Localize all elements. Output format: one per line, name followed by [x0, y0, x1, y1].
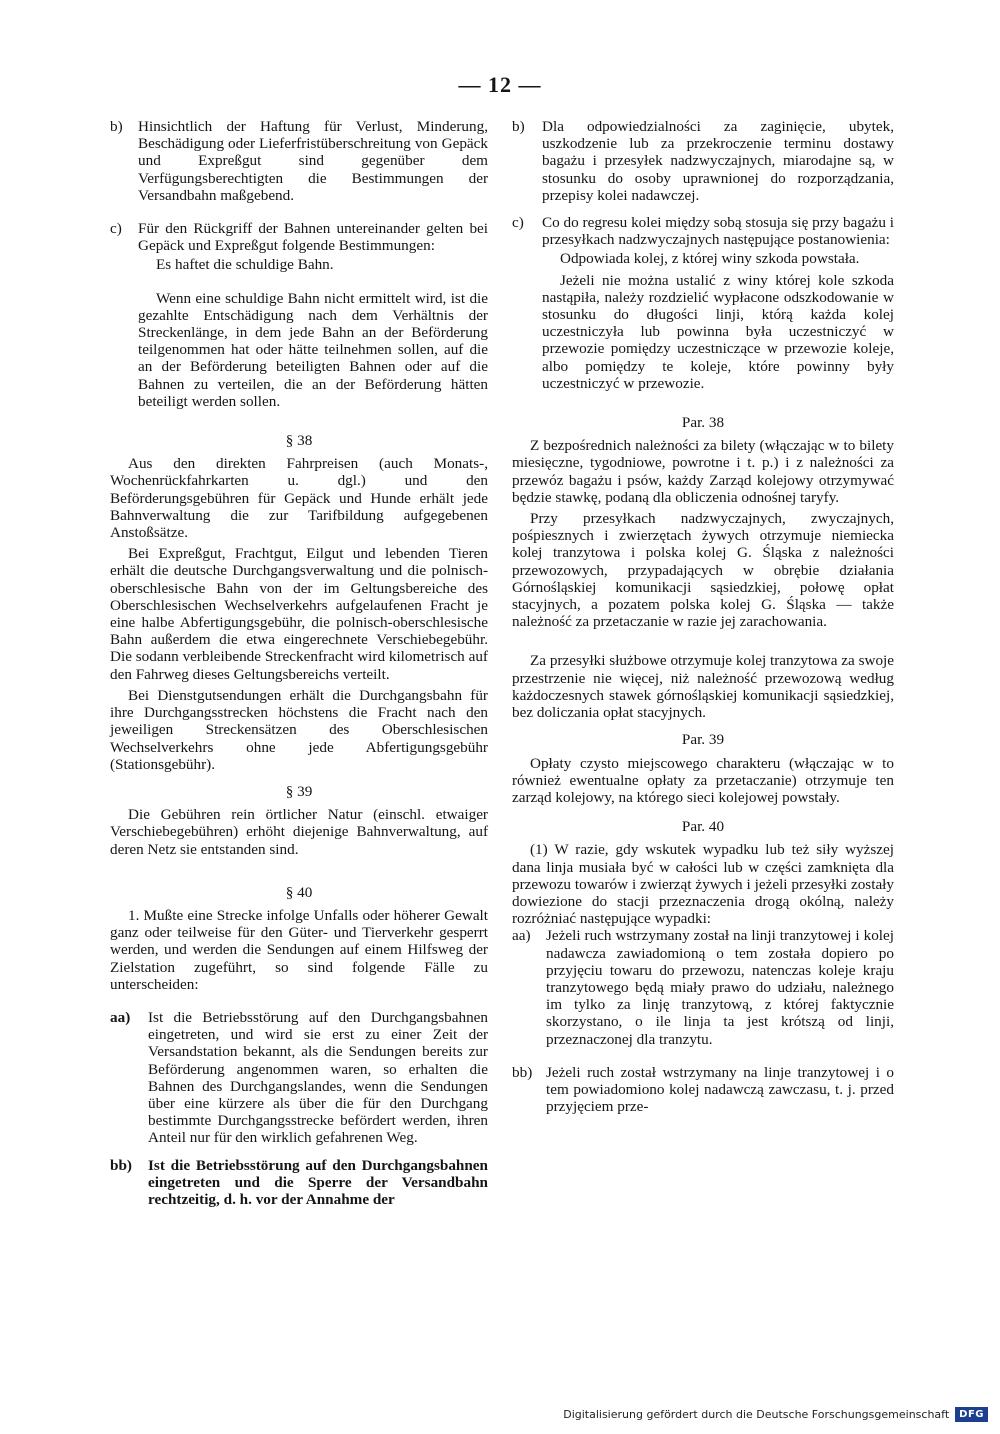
de-item-c-p1: Es haftet die schuldige Bahn. — [156, 256, 334, 274]
pl-item-b-label: b) — [512, 118, 525, 135]
pl-s38-p2: Przy przesyłkach nadzwyczajnych, zwyczajnych, pośpiesznych i zwierzętach żywych otrzymuje niemiecka kolej tranzytowa i polska kolej G. Śląska z należności przewozowych, przypadających w obrębie działania Górnośląskiej komunikacji sąsiedzkiej, połowę opłat stacyjnych, a pozatem polska kolej G. Śląska — także należność za przetaczanie w razie jej zarachowania. — [512, 510, 894, 631]
pl-item-aa — [512, 927, 894, 1047]
digitization-credit — [563, 1407, 988, 1422]
pl-section-38-heading: Par. 38 — [681, 414, 725, 432]
de-s38-p2: Bei Expreßgut, Frachtgut, Eilgut und lebenden Tieren erhält die deutsche Durchgangsverwaltung und die polnisch-oberschlesische Bahn von der im Geltungsbereiche des Oberschlesischen Wechselverkehrs aufgelaufenen Fracht je eine halbe Abfertigungsgebühr, die polnisch-oberschlesische Bahn außerdem die etwa eingerechnete Verschiebegebühr. Die sodann verbleibende Streckenfracht wird kilometrisch auf den Fahrweg dieses Geltungsbereichs verteilt. — [110, 545, 488, 683]
pl-s39-p1: Opłaty czysto miejscowego charakteru (włączając w to również ewentualne opłaty za przetaczanie) otrzymuje ten zarząd kolejowy, na którego sieci kolejowej powstały. — [512, 754, 894, 806]
de-item-c-p2: Wenn eine schuldige Bahn nicht ermittelt wird, ist die gezahlte Entschädigung nach dem Verhältnis der Streckenlänge, in dem jede Bahn an der Beförderung teilgenommen hat oder hätte teilnehmen sollen, auf die an der Beförderung beteiligten Bahnen oder auf die Bahnen zu verteilen, die an der Beförderung hätten beteiligt werden sollen. — [138, 289, 488, 410]
digitization-credit-text: Digitalisierung gefördert durch die Deutsche Forschungsgemeinschaft — [563, 1408, 950, 1421]
pl-s38-p3: Za przesyłki służbowe otrzymuje kolej tranzytowa za swoje przestrzenie nie więcej, niż należność przewozową według każdoczesnych stawek górnośląskiej komunikacji sąsiedzkiej, bez doliczania opłat stacyjnych. — [512, 652, 894, 722]
pl-item-b — [512, 118, 894, 204]
pl-item-bb-text: Jeżeli ruch został wstrzymany na linje tranzytowej i o tem powiadomiono kolej nadawczą zawczasu, t. j. przed przyjęciem prze- — [546, 1063, 894, 1116]
de-item-b-text: Hinsichtlich der Haftung für Verlust, Minderung, Beschädigung oder Lieferfristüberschreitung von Gepäck und Expreßgut sind gegenüber dem Verfügungsberechtigten die Bestimmungen der Versandbahn maßgebend. — [138, 118, 488, 204]
de-item-bb-text: Ist die Betriebsstörung auf den Durchgangsbahnen eingetreten und die Sperre der Versandbahn rechtzeitig, d. h. vor der Annahme der — [148, 1156, 488, 1208]
de-section-40-heading: § 40 — [285, 883, 313, 901]
de-s38-p1: Aus den direkten Fahrpreisen (auch Monats-, Wochenrückfahrkarten u. dgl.) und den Beförderungsgebühren für Gepäck und Hunde erhält jede Bahnverwaltung die zur Tarifbildung aufgegebenen Anstoßsätze. — [110, 455, 488, 542]
de-item-aa-text: Ist die Betriebsstörung auf den Durchgangsbahnen eingetreten, und wird sie erst zu einer Zeit der Versandstation bekannt, als die Sendungen bereits zur Beförderung angenommen waren, so erhalten die Bahnen des Durchgangslandes, wenn die Sendungen über eine kürzere als über die für den Durchgang bestimmte Durchgangsstrecke befördert werden, ihren Anteil nur für den wirklich gefahrenen Weg. — [148, 1008, 488, 1147]
de-item-bb-label: bb) — [110, 1156, 132, 1174]
de-section-39-heading: § 39 — [285, 782, 313, 800]
de-item-c — [110, 220, 488, 410]
pl-section-39-heading: Par. 39 — [681, 731, 725, 749]
polish-column — [512, 118, 894, 1115]
dfg-logo: DFG — [955, 1407, 988, 1422]
de-item-c-text: Für den Rückgriff der Bahnen untereinander gelten bei Gepäck und Expreßgut folgende Bestimmungen: — [138, 220, 488, 255]
pl-item-c-label: c) — [512, 214, 524, 232]
pl-s40-p1: (1) W razie, gdy wskutek wypadku lub też siły wyższej dana linja musiała być w całości lub w części zamknięta dla przewozu towarów i zwierząt żywych i jeżeli przesyłki zostały dowiezione do stacji przeznaczenia drogą okólną, należy rozróżniać następujące wypadki: — [512, 841, 894, 928]
de-s38-p3: Bei Dienstgutsendungen erhält die Durchgangsbahn für ihre Durchgangsstrecken höchstens die Fracht nach den jeweiligen Streckensätzen des Oberschlesischen Wechselverkehrs ohne jede Abfertigungsgebühr (Stationsgebühr). — [110, 686, 488, 773]
pl-item-aa-label: aa) — [512, 927, 531, 945]
pl-s38-p1: Z bezpośrednich należności za bilety (włączając w to bilety miesięczne, tygodniowe, powrotne i t. p.) i z należności za przewóz bagażu i psów, każdy Zarząd kolejowy otrzymywać będzie stawkę, podaną dla obliczenia odnośnej taryfy. — [512, 437, 894, 506]
de-item-c-label: c) — [110, 220, 122, 238]
de-item-bb — [110, 1157, 488, 1209]
pl-item-b-text: Dla odpowiedzialności za zaginięcie, ubytek, uszkodzenie lub za przekroczenie terminu dostawy bagażu i przesyłek nadzwyczajnych, miarodajne są, w stosunku do osoby uprawnionej do rozporządzania, przepisy kolei nadawczej. — [542, 118, 894, 204]
pl-item-c-p1: Odpowiada kolej, z której winy szkoda powstała. — [560, 250, 860, 268]
pl-item-bb — [512, 1064, 894, 1116]
de-section-38-heading: § 38 — [285, 432, 313, 450]
pl-item-bb-label: bb) — [512, 1063, 533, 1081]
de-item-aa-label: aa) — [110, 1008, 131, 1026]
page-number: — 12 — — [458, 72, 542, 97]
german-column — [110, 118, 488, 1208]
pl-section-40-heading: Par. 40 — [681, 818, 725, 836]
de-s39-p1: Die Gebühren rein örtlicher Natur (einschl. etwaiger Verschiebegebühren) erhöht diejenige Bahnverwaltung, auf deren Netz sie entstanden sind. — [110, 806, 488, 858]
pl-item-c — [512, 214, 894, 392]
pl-item-c-text: Co do regresu kolei między sobą stosuja się przy bagażu i przesyłkach nadzwyczajnych następujące postanowienia: — [542, 214, 894, 249]
de-item-aa — [110, 1009, 488, 1147]
de-item-b-label: b) — [110, 118, 123, 135]
de-s40-p1: 1. Mußte eine Strecke infolge Unfalls oder höherer Gewalt ganz oder teilweise für den Güter- und Tierverkehr gesperrt werden, und werden die Sendungen auf einem Hilfsweg der Zielstation zugeführt, so sind folgende Fälle zu unterscheiden: — [110, 906, 488, 993]
pl-item-aa-text: Jeżeli ruch wstrzymany został na linji tranzytowej i kolej nadawcza zawiadomioną o tem została dopiero po przyjęciu towaru do przewozu, natenczas koleje kraju tranzytowego będą miały prawo do udziału, należnego im tylko za linję tranzytową, z której faktycznie skorzystano, o ile linja ta jest krótszą od linji, przeznaczonej dla tranzytu. — [546, 927, 894, 1048]
de-item-b — [110, 118, 488, 204]
pl-item-c-p2: Jeżeli nie można ustalić z winy której kole szkoda nastąpiła, należy rozdzielić wypłacone odszkodowanie w stosunku do długości linji, którą każda kolej uczestniczyła lub powinna była uczestniczyć w przewozie pomiędzy uczestniczące w przewozie koleje, albo pomiędzy te koleje, które powinny były uczestniczyć w przewozie. — [542, 271, 894, 392]
